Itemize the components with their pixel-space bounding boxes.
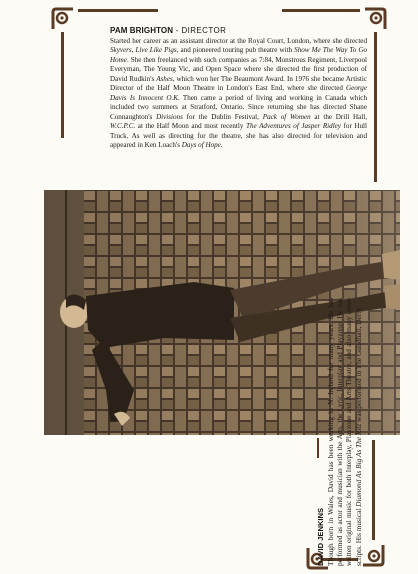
bio-title: The Adventures of Jasper Ridley: [245, 122, 341, 131]
bio-text: for the Dublin Festival,: [182, 112, 263, 121]
director-role: DIRECTOR: [181, 26, 227, 35]
bio-title: Divisions: [156, 112, 183, 121]
bio-title: W.C.P.C.: [110, 122, 136, 131]
caption-text: was performed in The Guildhall, Derry.: [353, 306, 363, 424]
top-rule: [282, 9, 360, 12]
bio-text: Started her career as an assistant director at the Royal Court, London, where she directed: [110, 37, 367, 45]
bio-title: Ashes: [156, 74, 173, 83]
actor-biography: [326, 298, 363, 566]
bio-title: Skyvers: [110, 46, 132, 55]
bio-text: Then came a period of living and working in Canada which included two summers at Stratford, Ontario. Since returning she has directed Shane Connaughton's: [110, 93, 367, 121]
bio-text: at the Drill Hall,: [310, 112, 367, 121]
heading-separator: -: [173, 26, 182, 35]
director-heading: [110, 26, 226, 35]
bio-text: .: [220, 140, 223, 149]
top-rule: [78, 9, 158, 12]
actor-name: DAVID JENKINS: [316, 507, 325, 566]
bio-text: at the Half Moon and most recently: [135, 122, 246, 131]
bio-title: Days of Hope: [181, 140, 221, 149]
bio-text: , which won her The Beaumont Award. In 1976 she became Artistic Director of the Half Moon Theatre in London's East End, where she directed: [110, 74, 367, 93]
caption-text: Though born in Wales, David has been working in N. Ireland for many years. He has performed as actor and musician with the Arts, the Lyric, Interplay and Playzone. He has written original music for both Interplay, Playzone and Arts Theatre, and also many revue scripts. His musical: [326, 298, 363, 566]
bio-title: Live Like Pigs: [135, 46, 177, 55]
side-rule: [61, 32, 64, 138]
director-name: PAM BRIGHTON: [110, 26, 174, 35]
ornament-corner-icon: [362, 6, 388, 32]
bio-text: ,: [131, 46, 136, 55]
caption-title: Diamond As Big As The Ritz: [353, 423, 363, 507]
bio-text: . She then freelanced with such companies as 7:84, Monstrous Regiment, Liverpool Everyman, The Young Vic, and Open Space where she directed the first production of David Rudkin's: [110, 55, 367, 83]
side-rule: [374, 32, 377, 182]
bio-title: Show Me The Way To Go Home: [110, 46, 368, 64]
bio-title: Pack of Women: [262, 112, 311, 121]
bio-title: George Davis Is Innocent O.K.: [110, 84, 367, 102]
director-biography: [110, 37, 367, 150]
bio-text: for Hull Truck. As well as directing for the theatre, she has also directed for television and appeared in Ken Loach's: [110, 122, 367, 149]
bio-text: , and pioneered touring pub theatre with: [176, 46, 295, 55]
actor-caption: [316, 298, 402, 566]
ornament-corner-icon: [50, 6, 76, 32]
